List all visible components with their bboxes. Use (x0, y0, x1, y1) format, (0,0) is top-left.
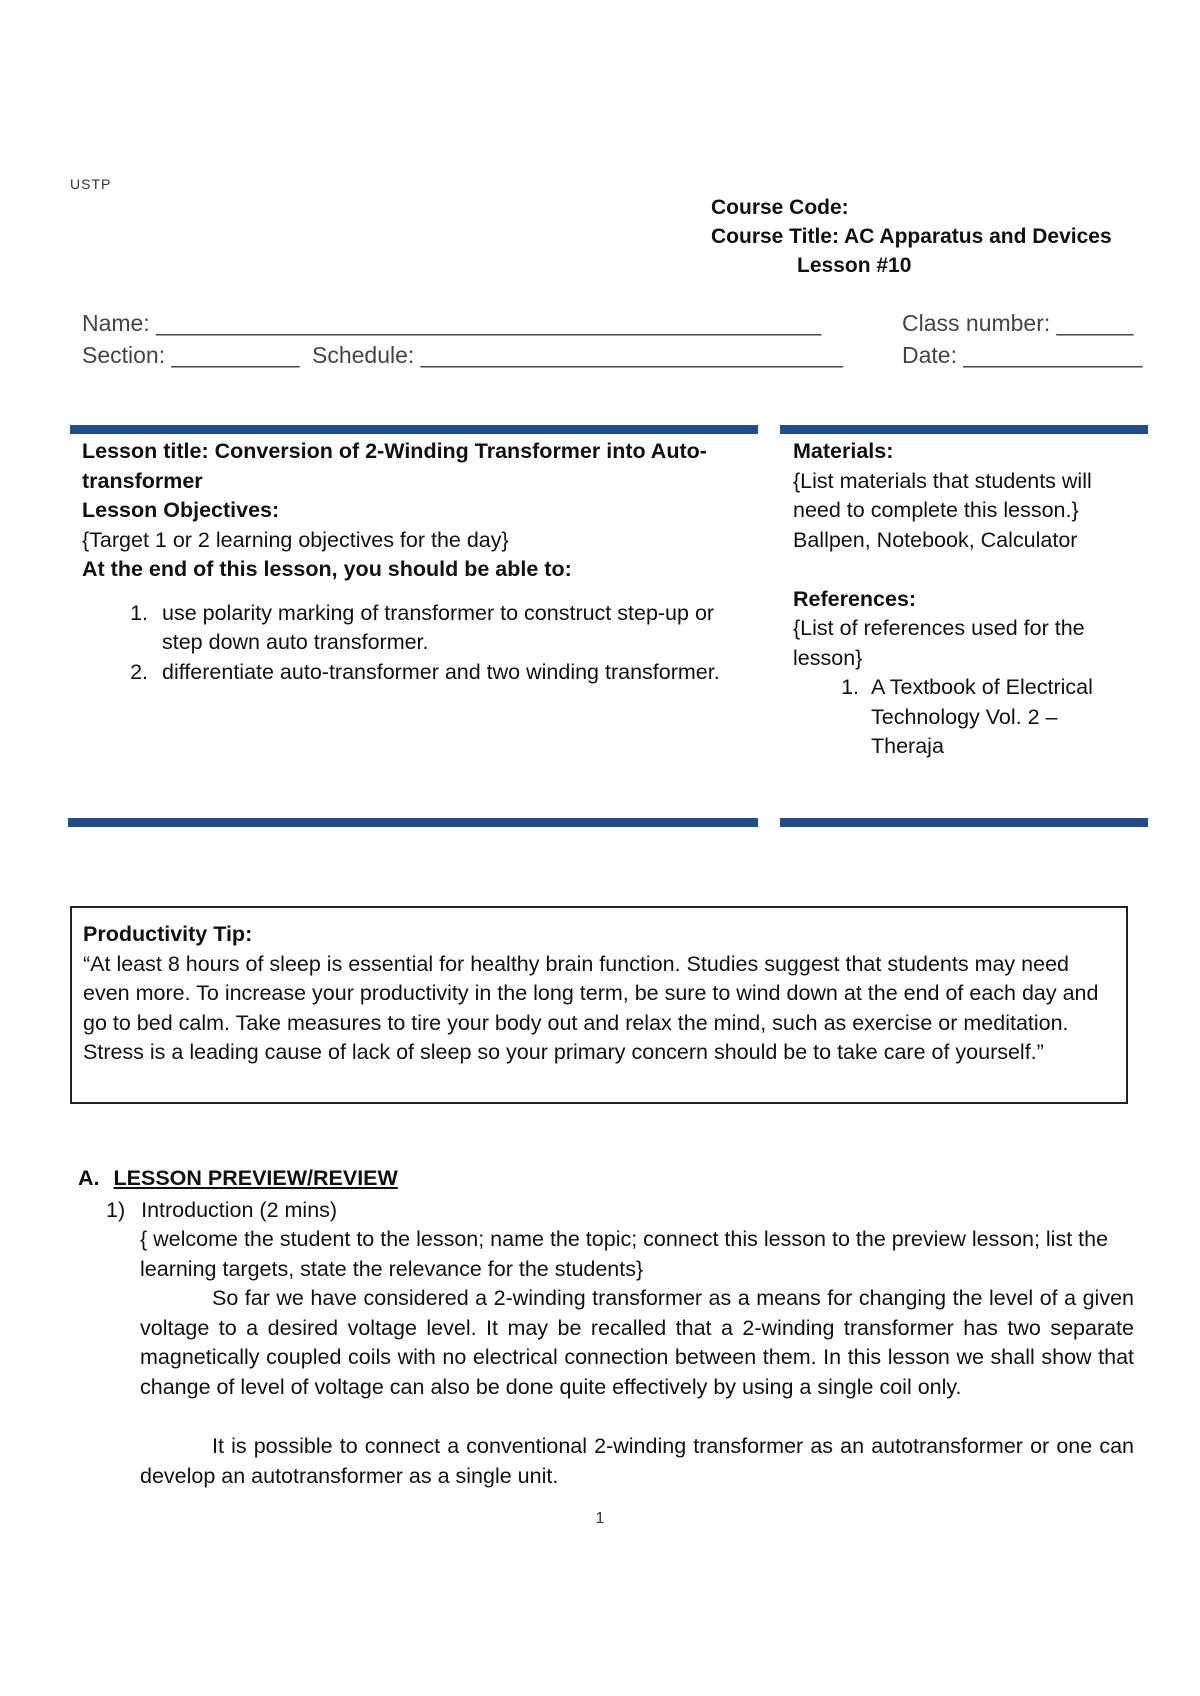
section-field[interactable]: Section: __________ (82, 342, 300, 368)
materials-list: Ballpen, Notebook, Calculator (793, 527, 1078, 552)
materials-box-bottom-rule (780, 818, 1148, 827)
objective-item: 2. differentiate auto-transformer and two winding transformer. (154, 658, 754, 688)
lesson-box-bottom-rule (68, 818, 758, 827)
objectives-intro: At the end of this lesson, you should be able to: (82, 557, 572, 581)
intro-item (106, 1196, 1100, 1226)
section-letter: A. (78, 1166, 100, 1190)
references-heading: References: (793, 586, 917, 611)
tip-text: “At least 8 hours of sleep is essential for healthy brain function. Studies suggest that students may need even more. To increase your productivity in the long term, be sure to wind down at the end of each day and go to bed calm. Take measures to tire your body out and relax the mind, such as exercise or meditation. Stress is a leading cause of lack of sleep so your primary concern should be to take care of yourself.” (83, 951, 1099, 1064)
class-number-field[interactable]: Class number: ______ (902, 310, 1134, 336)
item-number: 1) (106, 1198, 126, 1222)
materials-box (793, 437, 1133, 762)
item-title: Introduction (2 mins) (141, 1198, 338, 1222)
lesson-box-top-rule (70, 425, 758, 434)
intro-paragraph-1: So far we have considered a 2-winding transformer as a means for changing the level of a given voltage to a desired voltage level. It may be recalled that a 2-winding transformer has two separate magnetically coupled coils with no electrical connection between them. In this lesson we shall show that change of level of voltage can also be done quite effectively by using a single coil only. (140, 1286, 1134, 1399)
objectives-list (82, 599, 754, 688)
section-title: LESSON PREVIEW/REVIEW (113, 1166, 398, 1190)
objectives-heading: Lesson Objectives: (82, 498, 280, 522)
lesson-title-line1: Lesson title: Conversion of 2-Winding Transformer into Auto- (82, 439, 707, 463)
course-title: Course Title: AC Apparatus and Devices (711, 225, 1112, 248)
course-code: Course Code: (711, 196, 849, 219)
intro-paragraph-2: It is possible to connect a conventional 2-winding transformer as an autotransformer or one can develop an autotransformer as a single unit. (140, 1434, 1134, 1488)
references-hint: {List of references used for the lesson} (793, 616, 1085, 670)
materials-heading: Materials: (793, 439, 894, 463)
page-number: 1 (595, 1510, 605, 1527)
lesson-title-line2: transformer (82, 468, 203, 493)
date-field[interactable]: Date: ______________ (902, 342, 1143, 368)
lesson-number: Lesson #10 (797, 254, 912, 277)
name-field[interactable]: Name: ____________________________________________________ (82, 310, 822, 336)
materials-box-top-rule (780, 425, 1148, 434)
section-heading (78, 1166, 398, 1191)
objective-item: 1. use polarity marking of transformer to construct step-up or step down auto transformer. (154, 599, 754, 658)
objectives-hint: {Target 1 or 2 learning objectives for the day} (82, 527, 509, 552)
lesson-box (82, 437, 754, 687)
reference-item: 1. A Textbook of Electrical Technology Vol. 2 – Theraja (865, 673, 1133, 762)
institution-logo-text: USTP (70, 176, 112, 192)
intro-instruction: { welcome the student to the lesson; name the topic; connect this lesson to the preview lesson; list the learning targets, state the relevance for the students} (140, 1227, 1109, 1281)
references-list (793, 673, 1133, 762)
materials-hint: {List materials that students will need to complete this lesson.} (793, 468, 1092, 522)
schedule-field[interactable]: Schedule: _________________________________ (312, 342, 843, 368)
productivity-tip-box (70, 906, 1128, 1104)
tip-heading: Productivity Tip: (83, 922, 253, 946)
